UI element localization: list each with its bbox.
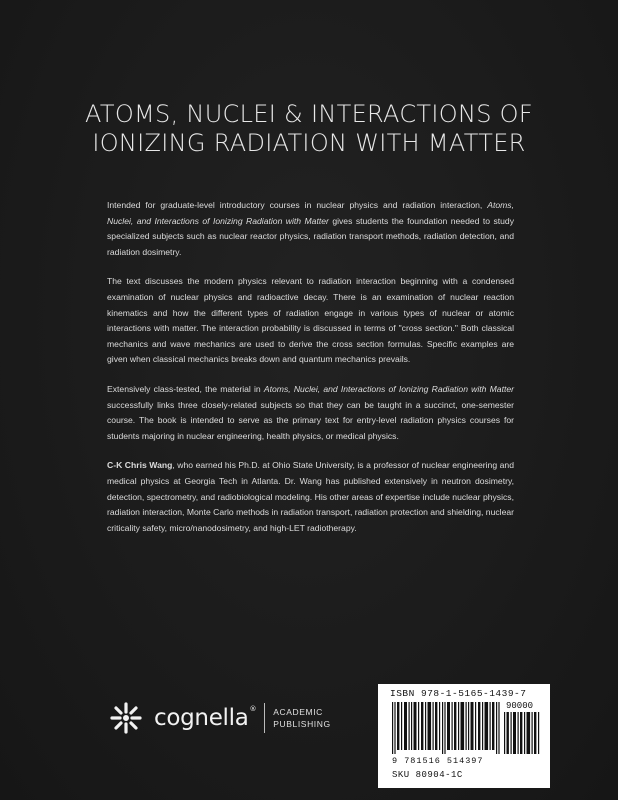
logo-divider [264,703,265,733]
isbn-text: ISBN 978-1-5165-1439-7 [390,688,527,699]
publisher-sub-line-2: PUBLISHING [273,719,331,729]
book-title-italic: Atoms, Nuclei, and Interactions of Ionizing Radiation with Matter [107,200,514,226]
book-title [40,100,578,158]
ean-barcode-icon [392,702,500,754]
publisher-name-text: cognella [154,705,249,731]
price-code: 90000 [506,701,534,711]
author-bio-text: , who earned his Ph.D. at Ohio State University, is a professor of nuclear engineering and medical physics at Georgia Tech in Atlanta. Dr. Wang has published extensively in neutron dosimetry, detection, spectrometry, and radiobiological modeling. His other areas of expertise include nuclear physics, radiation interaction, Monte Carlo methods in radiation transport, radiation protection and shielding, nuclear criticality safety, micro/nanodosimetry, and high-LET radiotherapy. [107,460,514,533]
paragraph-content: The text discusses the modern physics relevant to radiation interaction beginning with a condensed examination of nuclear physics and radioactive decay. There is an examination of nuclear reaction kinematics and how the different types of radiation engage in various types of nuclear or atomic interactions with matter. The interaction probability is discussed in terms of "cross section." Both classical mechanics and wave mechanics are used to derive the cross section formulas. Specific examples are given when classical mechanics breaks down and quantum mechanics prevails. [107,276,514,365]
class-tested-text-c: successfully links three closely-related subjects so that they can be taught in a succinct, one-semester course. The book is intended to serve as the primary text for entry-level radiation physics courses for students majoring in nuclear engineering, health physics, or medical physics. [107,399,514,441]
addon-barcode-icon [504,712,540,754]
publisher-name [154,705,256,731]
book-title-italic-2: Atoms, Nuclei, and Interactions of Ionizing Radiation with Matter [263,383,515,394]
title-line-1: ATOMS, NUCLEI & INTERACTIONS OF [85,100,533,128]
title-line-2: IONIZING RADIATION WITH MATTER [92,129,526,157]
paragraph-class-tested [107,382,514,444]
paragraph-intro [107,198,514,260]
class-tested-text-a: Extensively class-tested, the material in [107,383,264,394]
publisher-subtitle [273,706,331,730]
publisher-sub-line-1: ACADEMIC [273,707,323,717]
intro-text-a: Intended for graduate-level introductory courses in nuclear physics and radiation interaction, [107,200,488,210]
publisher-logo [106,696,331,740]
intro-text-c: gives students the foundation needed to study specialized subjects such as nuclear reactor physics, radiation transport methods, radiation detection, and radiation dosimetry. [107,215,514,257]
barcode-digits: 9 781516 514397 [392,756,484,766]
paragraph-author-bio [107,458,514,536]
cognella-mark-icon [106,698,146,738]
blurb [107,198,514,550]
author-name: C-K Chris Wang [107,460,173,471]
barcode-panel [378,684,550,788]
registered-mark: ® [249,705,257,713]
sku-text: SKU 80904-1C [392,770,463,780]
